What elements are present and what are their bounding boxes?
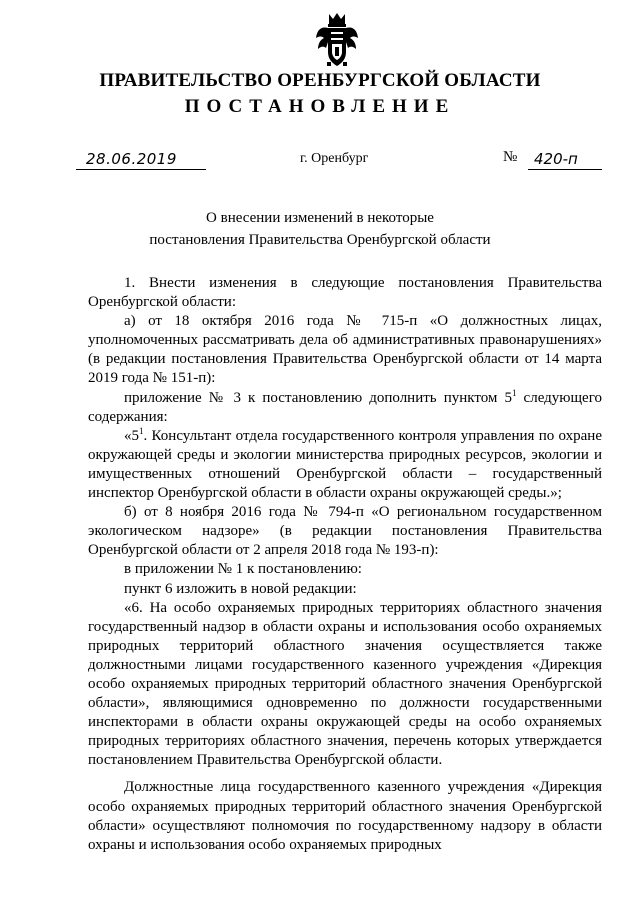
- document-city: г. Оренбург: [300, 151, 369, 166]
- paragraph-2: а) от 18 октября 2016 года № 715-п «О должностных лицах, уполномоченных рассматривать дела об административных правонарушениях» (в редакции постановления Правительства Оренбургской области от 14 марта 2019 года № 151-п):: [88, 313, 602, 387]
- document-type: ПОСТАНОВЛЕНИЕ: [184, 96, 456, 117]
- paragraph-3-text-a: приложение № 3 к постановлению дополнить пунктом 5: [124, 389, 512, 406]
- document-date: [76, 150, 206, 170]
- paragraph-3-text-b: следующего содержания:: [88, 389, 602, 425]
- paragraph-9: Должностные лица государственного казенного учреждения «Дирекция особо охраняемых природных территорий областного значения Оренбургской области» осуществляют полномочия по государственному надзору в области охраны и использования особо охраняемых природных: [88, 779, 602, 853]
- paragraph-4-superscript: 1: [139, 425, 144, 436]
- paragraph-7: пункт 6 изложить в новой редакции:: [124, 580, 357, 597]
- document-body: [88, 274, 602, 855]
- paragraph-1: 1. Внести изменения в следующие постановления Правительства Оренбургской области:: [88, 275, 602, 311]
- number-label: №: [503, 149, 518, 165]
- coat-of-arms-icon: [315, 12, 359, 68]
- document-number: [528, 150, 602, 170]
- paragraph-5: б) от 8 ноября 2016 года № 794-п «О региональном государственном экологическом надзоре» (в редакции постановления Правительства Оренбургской области от 2 апреля 2018 года № 193-п):: [88, 504, 602, 559]
- subject-line-2: постановления Правительства Оренбургской области: [149, 232, 491, 248]
- number-underline: [528, 169, 602, 170]
- date-underline: [76, 169, 206, 170]
- paragraph-4-text-b: . Консультант отдела государственного контроля управления по охране окружающей среды и экологии министерства природных ресурсов, экологии и имущественных отношений Оренбургской области – государственный инспектор Оренбургской области в области охраны окружающей среды.»;: [88, 427, 602, 502]
- paragraph-8: «6. На особо охраняемых природных территориях областного значения государственный надзор в области охраны и использования особо охраняемых природных территорий областного значения осуществляется также должностными лицами государственного казенного учреждения «Дирекция особо охраняемых природных территорий областного значения Оренбургской области», являющимися одновременно по должности государственными инспекторами в области охраны окружающей среды на особо охраняемых природных территориях областного значения, перечень которых утверждается постановлением Правительства Оренбургской области.: [88, 599, 602, 769]
- date-value: 28.06.2019: [86, 150, 177, 168]
- paragraph-4: [88, 427, 602, 503]
- paragraph-4-text-a: «5: [124, 427, 139, 444]
- paragraph-3: [88, 389, 602, 427]
- document-subject: [0, 207, 640, 251]
- government-title: ПРАВИТЕЛЬСТВО ОРЕНБУРГСКОЙ ОБЛАСТИ: [99, 70, 541, 91]
- paragraph-3-superscript: 1: [511, 387, 517, 398]
- subject-line-1: О внесении изменений в некоторые: [206, 210, 434, 226]
- number-value: 420-п: [534, 150, 578, 168]
- paragraph-6: в приложении № 1 к постановлению:: [124, 561, 362, 578]
